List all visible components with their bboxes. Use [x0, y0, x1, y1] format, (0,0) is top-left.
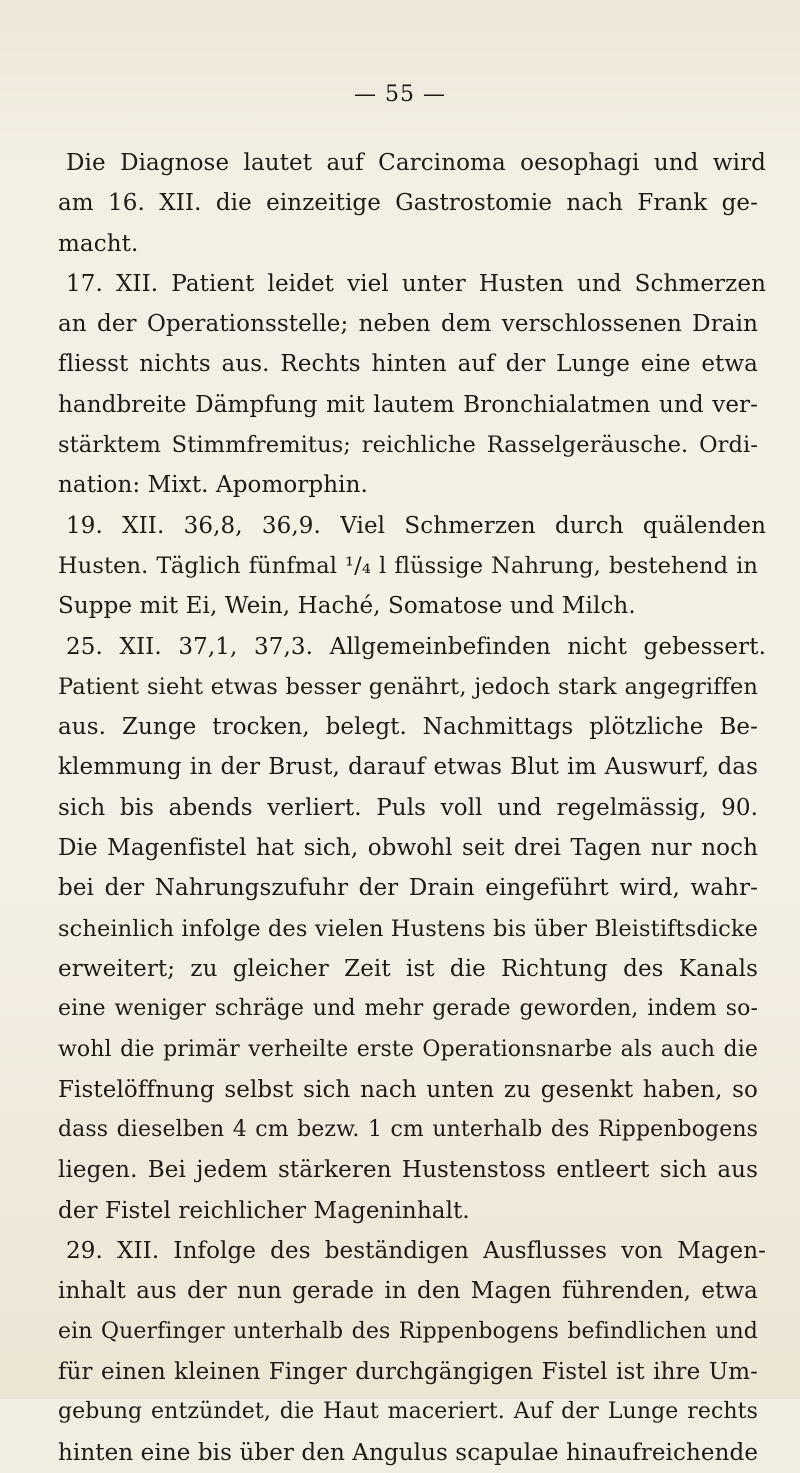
text-line: aus. Zunge trocken, belegt. Nachmittags plötzliche Be-: [58, 714, 758, 741]
text-line: hinten eine bis über den Angulus scapulae hinaufreichende: [58, 1439, 759, 1466]
text-line: Die Diagnose lautet auf Carcinoma oesophagi und wird: [66, 150, 766, 176]
text-line: 29. XII. Infolge des beständigen Ausflusses von Magen-: [66, 1238, 766, 1265]
text-line: stärktem Stimmfremitus; reichliche Rasselgeräusche. Ordi-: [58, 432, 758, 459]
text-line: gebung entzündet, die Haut maceriert. Auf der Lunge rechts: [58, 1399, 758, 1425]
text-line: Suppe mit Ei, Wein, Haché, Somatose und Milch.: [58, 593, 636, 620]
text-line: scheinlich infolge des vielen Hustens bis über Bleistiftsdicke: [58, 915, 758, 942]
page-number: — 55 —: [354, 82, 446, 107]
text-line: am 16. XII. die einzeitige Gastrostomie nach Frank ge-: [58, 190, 758, 217]
text-line: handbreite Dämpfung mit lautem Bronchialatmen und ver-: [58, 391, 758, 418]
text-line: inhalt aus der nun gerade in den Magen führenden, etwa: [58, 1278, 758, 1305]
text-line: liegen. Bei jedem stärkeren Hustenstoss entleert sich aus: [58, 1157, 758, 1184]
text-line: klemmung in der Brust, darauf etwas Blut im Auswurf, das: [58, 754, 758, 781]
text-line: Fistelöffnung selbst sich nach unten zu gesenkt haben, so: [58, 1076, 758, 1103]
text-line: für einen kleinen Finger durchgängigen Fistel ist ihre Um-: [58, 1358, 758, 1385]
text-line: ein Querfinger unterhalb des Rippenbogens befindlichen und: [58, 1318, 758, 1344]
text-line: eine weniger schräge und mehr gerade geworden, indem so-: [58, 996, 758, 1022]
text-line: 25. XII. 37,1, 37,3. Allgemeinbefinden nicht gebessert.: [66, 633, 766, 660]
text-line: Husten. Täglich fünfmal ¹/₄ l flüssige Nahrung, bestehend in: [58, 552, 758, 579]
text-line: bei der Nahrungszufuhr der Drain eingeführt wird, wahr-: [58, 875, 758, 902]
text-line: Patient sieht etwas besser genährt, jedoch stark angegriffen: [58, 673, 758, 700]
text-line: 19. XII. 36,8, 36,9. Viel Schmerzen durch quälenden: [66, 512, 766, 539]
body-text: [58, 143, 766, 1473]
text-line: 17. XII. Patient leidet viel unter Husten und Schmerzen: [66, 270, 766, 297]
text-line: Die Magenfistel hat sich, obwohl seit drei Tagen nur noch: [58, 835, 758, 862]
text-line: fliesst nichts aus. Rechts hinten auf der Lunge eine etwa: [58, 351, 758, 378]
text-line: macht.: [58, 230, 139, 257]
text-line: erweitert; zu gleicher Zeit ist die Richtung des Kanals: [58, 955, 758, 982]
text-line: der Fistel reichlicher Mageninhalt.: [58, 1197, 470, 1224]
text-line: an der Operationsstelle; neben dem verschlossenen Drain: [58, 311, 758, 338]
text-line: sich bis abends verliert. Puls voll und regelmässig, 90.: [58, 794, 758, 821]
text-line: nation: Mixt. Apomorphin.: [58, 472, 368, 499]
text-line: wohl die primär verheilte erste Operationsnarbe als auch die: [58, 1036, 758, 1062]
text-line: dass dieselben 4 cm bezw. 1 cm unterhalb des Rippenbogens: [58, 1117, 758, 1143]
